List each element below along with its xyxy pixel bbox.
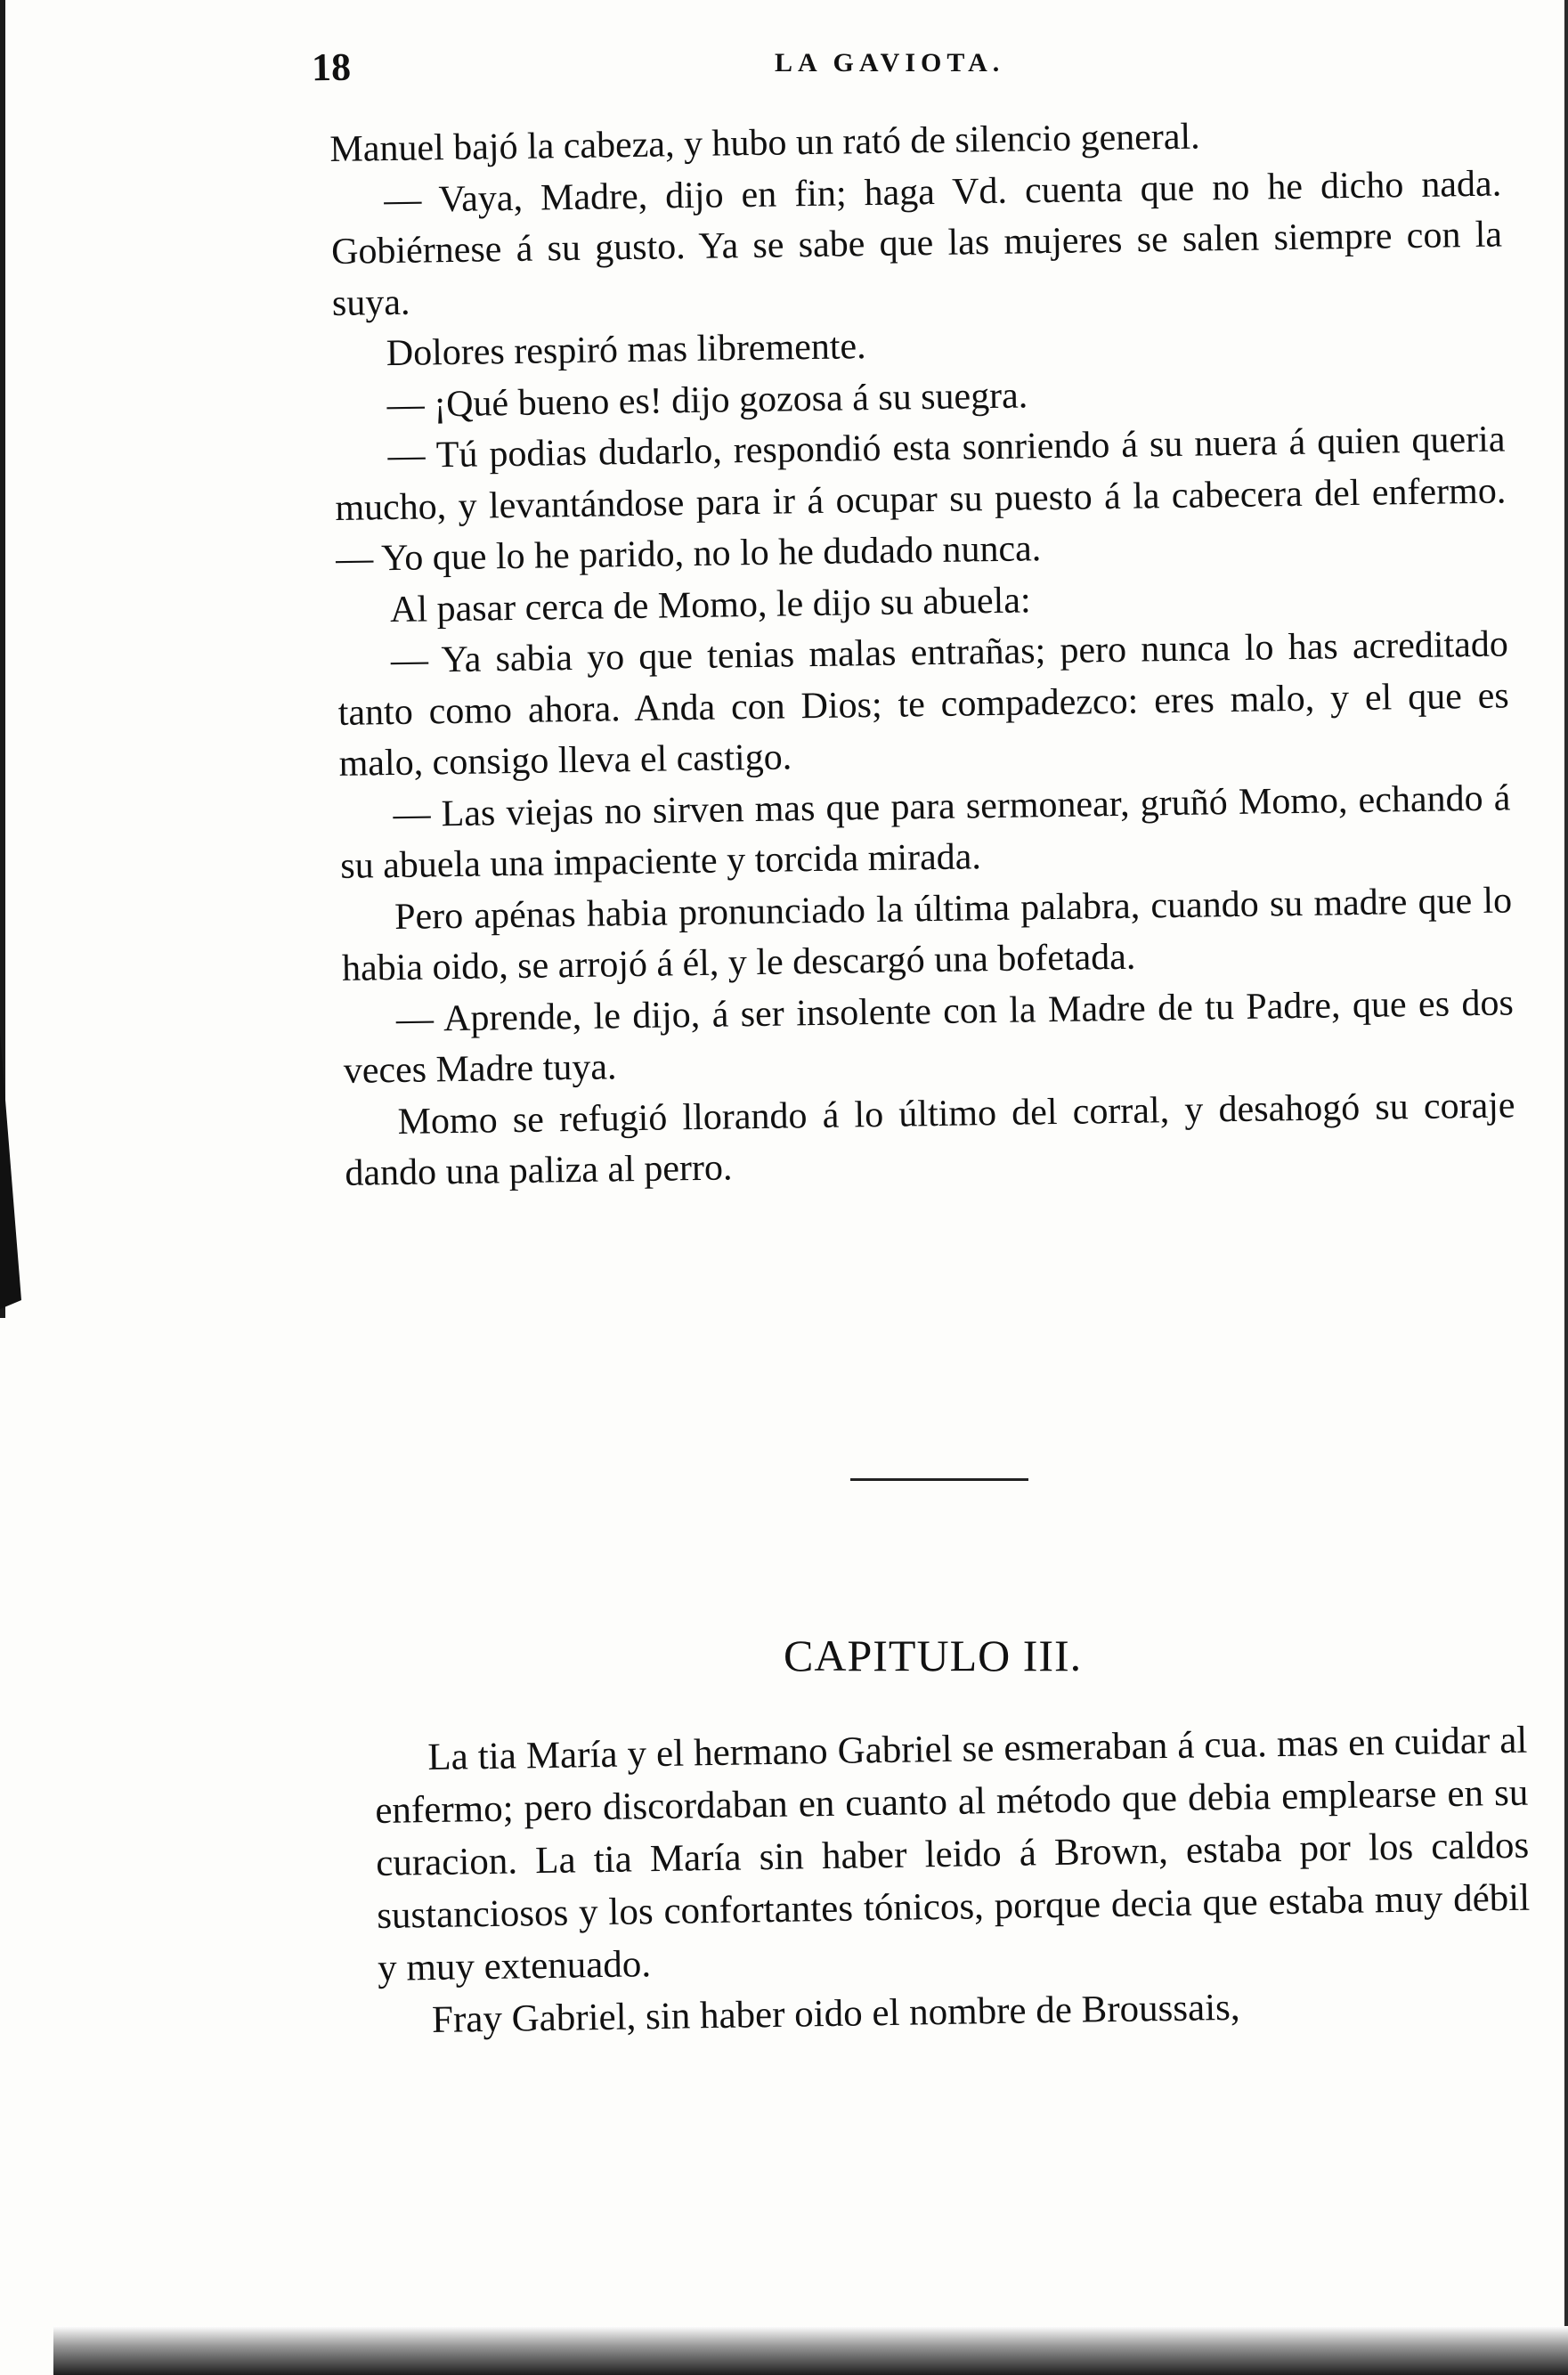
paragraph: — Aprende, le dijo, á ser insolente con la Madre de tu Padre, que es dos veces Madre tuya. [343,981,1515,1092]
page-number: 18 [311,45,352,90]
scan-bottom-shadow [53,2326,1568,2375]
paragraph: — Vaya, Madre, dijo en fin; haga Vd. cuenta que no he dicho nada. Gobiérnese á su gusto. Ya se sabe que las mujeres se salen siempre con la suya. [330,162,1503,324]
paragraph: Momo se refugió llorando á lo último del corral, y desahogó su coraje dando una paliza al perro. [345,1084,1515,1194]
paragraph: — Las viejas no sirven mas que para sermonear, gruñó Momo, echando á su abuela una impaciente y torcida mirada. [340,777,1511,887]
paragraph: Dolores respiró mas libremente. [386,326,866,375]
paragraph: La tia María y el hermano Gabriel se esmeraban á cua. mas en cuidar al enfermo; pero discordaban en cuanto al método que debia emplearse en su curacion. La tia María sin haber leido á Brown, estaba por los caldos sustanciosos y los confortantes tónicos, porque decia que estaba muy débil y muy extenuado. [375,1719,1531,1989]
scan-edge-right [1564,0,1568,2375]
body-text [329,107,1516,1200]
scan-edge-wedge [0,1033,21,1309]
page-header [312,45,1514,89]
running-head: LA GAVIOTA. [775,48,1005,77]
paragraph: Al pasar cerca de Momo, le dijo su abuela: [389,579,1031,630]
paragraph: — Tú podias dudarlo, respondió esta sonriendo á su nuera á quien queria mucho, y levantándose para ir á ocupar su puesto á la cabecera del enfermo. — Yo que lo he parido, no lo he dudado nunca. [335,419,1507,580]
chapter-text [374,1714,1531,2047]
paragraph: — ¡Qué bueno es! dijo gozosa á su suegra. [386,374,1028,426]
paragraph: Fray Gabriel, sin haber oido el nombre de Broussais, [431,1986,1240,2042]
paragraph: Manuel bajó la cabeza, y hubo un rató de silencio general. [329,116,1200,170]
paragraph: — Ya sabia yo que tenias malas entrañas; pero nunca lo has acreditado tanto como ahora. Anda con Dios; te compadezco: eres malo, y el que es malo, consigo lleva el castigo. [337,623,1509,785]
paragraph: Pero apénas habia pronunciado la última palabra, cuando su madre que lo habia oido, se arrojó á él, y le descargó una bofetada. [341,879,1513,989]
chapter-title: CAPITULO III. [784,1631,1083,1680]
section-divider-rule [850,1478,1028,1481]
